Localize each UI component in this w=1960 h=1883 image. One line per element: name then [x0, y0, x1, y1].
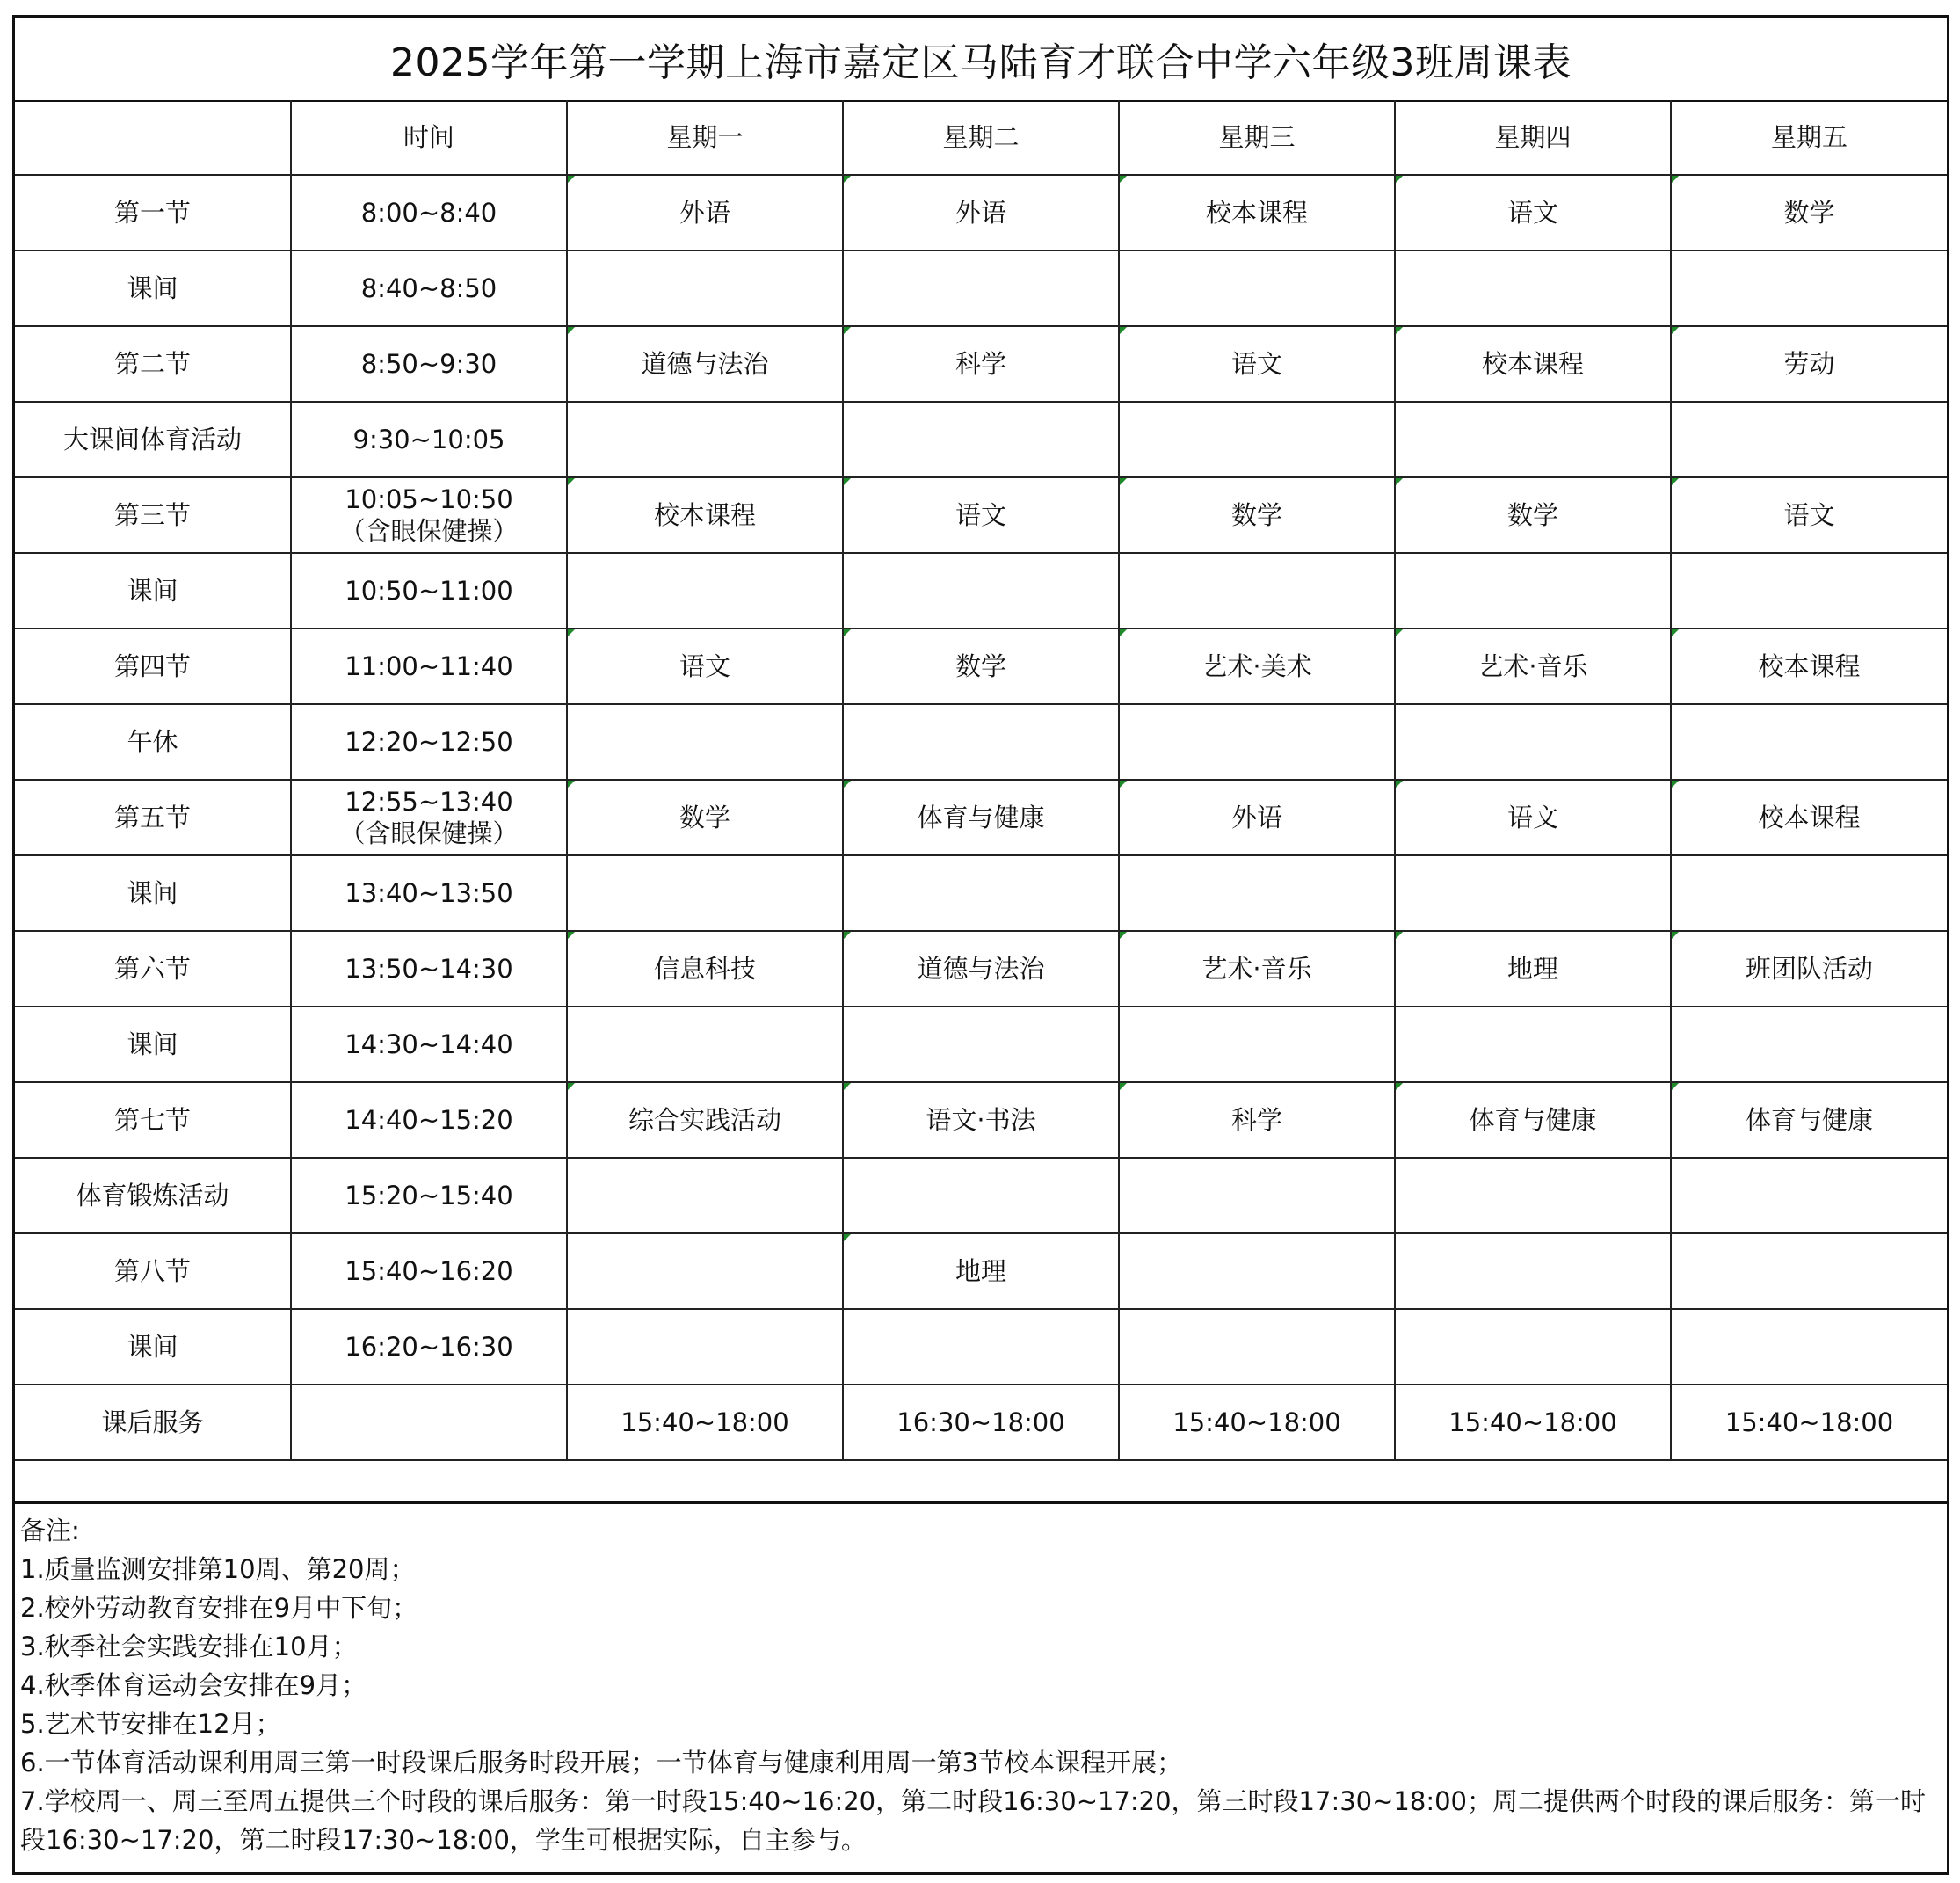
subject-cell: [567, 1309, 843, 1385]
period-cell: 第三节: [15, 477, 291, 553]
note-item: 2.校外劳动教育安排在9月中下旬；: [20, 1593, 418, 1623]
subject-cell: 数学: [567, 780, 843, 855]
service-time-cell: 15:40~18:00: [567, 1385, 843, 1460]
subject-cell: 艺术·美术: [1119, 629, 1395, 704]
table-row: [15, 629, 1947, 704]
period-cell: 第八节: [15, 1233, 291, 1309]
time-range: 10:05~10:50: [345, 483, 513, 514]
subject-cell: 校本课程: [1119, 175, 1395, 251]
time-range: 11:00~11:40: [345, 651, 513, 681]
subject-cell: [1119, 553, 1395, 629]
subject-cell: 校本课程: [567, 477, 843, 553]
service-time-cell: 15:40~18:00: [1119, 1385, 1395, 1460]
time-cell: [291, 326, 567, 402]
time-range: 14:30~14:40: [345, 1029, 513, 1059]
time-range: 8:50~9:30: [360, 348, 497, 379]
subject-cell: 艺术·音乐: [1119, 931, 1395, 1007]
subject-cell: 道德与法治: [567, 326, 843, 402]
subject-cell: [567, 1158, 843, 1233]
header-cell: 星期二: [843, 100, 1119, 175]
subject-cell: [1671, 1233, 1947, 1309]
subject-cell: [843, 251, 1119, 326]
time-range: 16:20~16:30: [345, 1331, 513, 1362]
subject-cell: [1395, 1007, 1671, 1082]
subject-cell: [1671, 553, 1947, 629]
subject-cell: 外语: [843, 175, 1119, 251]
period-cell: 课间: [15, 1007, 291, 1082]
table-row: [15, 1385, 1947, 1460]
time-cell: [291, 1007, 567, 1082]
time-cell: [291, 704, 567, 780]
time-cell: [291, 175, 567, 251]
time-cell: [291, 780, 567, 855]
note-item: 6.一节体育活动课利用周三第一时段课后服务时段开展；一节体育与健康利用周一第3节校本课程开展；: [20, 1748, 1183, 1778]
note-item: 1.质量监测安排第10周、第20周；: [20, 1554, 416, 1584]
subject-cell: [567, 1233, 843, 1309]
subject-cell: 语文: [567, 629, 843, 704]
time-cell: [291, 855, 567, 931]
time-cell: [291, 477, 567, 553]
subject-cell: 科学: [1119, 1082, 1395, 1158]
time-range: 8:00~8:40: [360, 197, 497, 228]
subject-cell: [1671, 855, 1947, 931]
page-title: 2025学年第一学期上海市嘉定区马陆育才联合中学六年级3班周课表: [15, 18, 1947, 102]
table-row: [15, 855, 1947, 931]
subject-cell: 劳动: [1671, 326, 1947, 402]
period-cell: 午休: [15, 704, 291, 780]
subject-cell: 地理: [1395, 931, 1671, 1007]
subject-cell: 艺术·音乐: [1395, 629, 1671, 704]
subject-cell: [843, 1007, 1119, 1082]
subject-cell: [843, 402, 1119, 477]
header-cell: 星期四: [1395, 100, 1671, 175]
subject-cell: 班团队活动: [1671, 931, 1947, 1007]
table-row: [15, 326, 1947, 402]
note-item: 3.秋季社会实践安排在10月；: [20, 1632, 358, 1661]
table-row: [15, 553, 1947, 629]
table-row: [15, 1082, 1947, 1158]
subject-cell: [567, 704, 843, 780]
subject-cell: 综合实践活动: [567, 1082, 843, 1158]
subject-cell: [1395, 1233, 1671, 1309]
table-row: [15, 402, 1947, 477]
subject-cell: [1119, 1158, 1395, 1233]
time-note: （含眼保健操）: [339, 516, 519, 546]
subject-cell: [1119, 1007, 1395, 1082]
time-cell: [291, 629, 567, 704]
notes-section: [15, 1501, 1947, 1859]
period-cell: 第五节: [15, 780, 291, 855]
period-cell: 课后服务: [15, 1385, 291, 1460]
notes-heading: 备注:: [20, 1516, 80, 1545]
subject-cell: 语文·书法: [843, 1082, 1119, 1158]
subject-cell: 数学: [1671, 175, 1947, 251]
subject-cell: [567, 855, 843, 931]
subject-cell: [843, 704, 1119, 780]
subject-cell: 校本课程: [1671, 629, 1947, 704]
subject-cell: [1395, 704, 1671, 780]
service-time-cell: 15:40~18:00: [1395, 1385, 1671, 1460]
time-range: 12:20~12:50: [345, 726, 513, 757]
time-cell: [291, 402, 567, 477]
subject-cell: 语文: [1395, 175, 1671, 251]
period-cell: 课间: [15, 855, 291, 931]
time-cell: [291, 553, 567, 629]
subject-cell: [1119, 1233, 1395, 1309]
time-cell: [291, 1233, 567, 1309]
time-range: 15:40~16:20: [345, 1255, 513, 1286]
period-cell: 课间: [15, 251, 291, 326]
subject-cell: 语文: [1119, 326, 1395, 402]
time-range: 8:40~8:50: [360, 273, 497, 303]
subject-cell: [1395, 1158, 1671, 1233]
time-range: 13:40~13:50: [345, 877, 513, 908]
subject-cell: [1119, 704, 1395, 780]
time-note: （含眼保健操）: [339, 818, 519, 848]
header-cell: [15, 100, 291, 175]
time-range: 15:20~15:40: [345, 1180, 513, 1210]
time-range: 9:30~10:05: [352, 424, 505, 454]
subject-cell: [1671, 1309, 1947, 1385]
period-cell: 大课间体育活动: [15, 402, 291, 477]
time-cell: [291, 931, 567, 1007]
table-row: [15, 1309, 1947, 1385]
time-cell: [291, 1385, 567, 1460]
header-cell: 时间: [291, 100, 567, 175]
table-row: [15, 1158, 1947, 1233]
header-cell: 星期三: [1119, 100, 1395, 175]
subject-cell: [567, 1007, 843, 1082]
subject-cell: [1671, 1158, 1947, 1233]
subject-cell: 外语: [567, 175, 843, 251]
time-range: 10:50~11:00: [345, 575, 513, 606]
subject-cell: [1395, 855, 1671, 931]
table-row: [15, 1007, 1947, 1082]
subject-cell: [567, 553, 843, 629]
time-range: 13:50~14:30: [345, 953, 513, 984]
subject-cell: 体育与健康: [1395, 1082, 1671, 1158]
subject-cell: [1119, 251, 1395, 326]
subject-cell: [1119, 402, 1395, 477]
period-cell: 第七节: [15, 1082, 291, 1158]
period-cell: 第四节: [15, 629, 291, 704]
subject-cell: [1671, 1007, 1947, 1082]
subject-cell: 语文: [1395, 780, 1671, 855]
subject-cell: [1395, 1309, 1671, 1385]
subject-cell: [567, 402, 843, 477]
subject-cell: [1671, 402, 1947, 477]
subject-cell: 体育与健康: [1671, 1082, 1947, 1158]
subject-cell: [1671, 704, 1947, 780]
time-cell: [291, 1309, 567, 1385]
time-cell: [291, 1082, 567, 1158]
table-row: [15, 780, 1947, 855]
period-cell: 第一节: [15, 175, 291, 251]
subject-cell: 数学: [1119, 477, 1395, 553]
time-cell: [291, 1158, 567, 1233]
table-row: [15, 704, 1947, 780]
subject-cell: [843, 1309, 1119, 1385]
subject-cell: [1395, 251, 1671, 326]
subject-cell: [1119, 855, 1395, 931]
table-row: [15, 251, 1947, 326]
subject-cell: [1119, 1309, 1395, 1385]
subject-cell: 体育与健康: [843, 780, 1119, 855]
subject-cell: [1395, 553, 1671, 629]
subject-cell: 外语: [1119, 780, 1395, 855]
subject-cell: [843, 553, 1119, 629]
note-item: 7.学校周一、周三至周五提供三个时段的课后服务：第一时段15:40~16:20，第二时段16:30~17:20，第三时段17:30~18:00；周二提供两个时段的课后服务：第一时段16:30~17:20，第二时段17:30~18:00，学生可根据实际，自主参与。: [20, 1786, 1927, 1855]
header-cell: 星期五: [1671, 100, 1947, 175]
period-cell: 第六节: [15, 931, 291, 1007]
subject-cell: [1671, 251, 1947, 326]
service-time-cell: 16:30~18:00: [843, 1385, 1119, 1460]
table-row: [15, 477, 1947, 553]
time-range: 14:40~15:20: [345, 1104, 513, 1135]
service-time-cell: 15:40~18:00: [1671, 1385, 1947, 1460]
subject-cell: 科学: [843, 326, 1119, 402]
subject-cell: [1395, 402, 1671, 477]
timetable: [15, 100, 1947, 1461]
subject-cell: 道德与法治: [843, 931, 1119, 1007]
subject-cell: 语文: [1671, 477, 1947, 553]
subject-cell: [843, 1158, 1119, 1233]
time-cell: [291, 251, 567, 326]
note-item: 4.秋季体育运动会安排在9月；: [20, 1670, 367, 1700]
subject-cell: 信息科技: [567, 931, 843, 1007]
period-cell: 课间: [15, 1309, 291, 1385]
period-cell: 体育锻炼活动: [15, 1158, 291, 1233]
table-row: [15, 1233, 1947, 1309]
table-row: [15, 175, 1947, 251]
subject-cell: [843, 855, 1119, 931]
table-row: [15, 931, 1947, 1007]
subject-cell: 校本课程: [1395, 326, 1671, 402]
note-item: 5.艺术节安排在12月；: [20, 1709, 281, 1739]
subject-cell: 数学: [843, 629, 1119, 704]
subject-cell: 校本课程: [1671, 780, 1947, 855]
subject-cell: 数学: [1395, 477, 1671, 553]
subject-cell: 语文: [843, 477, 1119, 553]
subject-cell: [567, 251, 843, 326]
time-range: 12:55~13:40: [345, 786, 513, 817]
subject-cell: 地理: [843, 1233, 1119, 1309]
header-cell: 星期一: [567, 100, 843, 175]
timetable-sheet: [12, 15, 1949, 1875]
period-cell: 课间: [15, 553, 291, 629]
period-cell: 第二节: [15, 326, 291, 402]
header-row: [15, 100, 1947, 175]
